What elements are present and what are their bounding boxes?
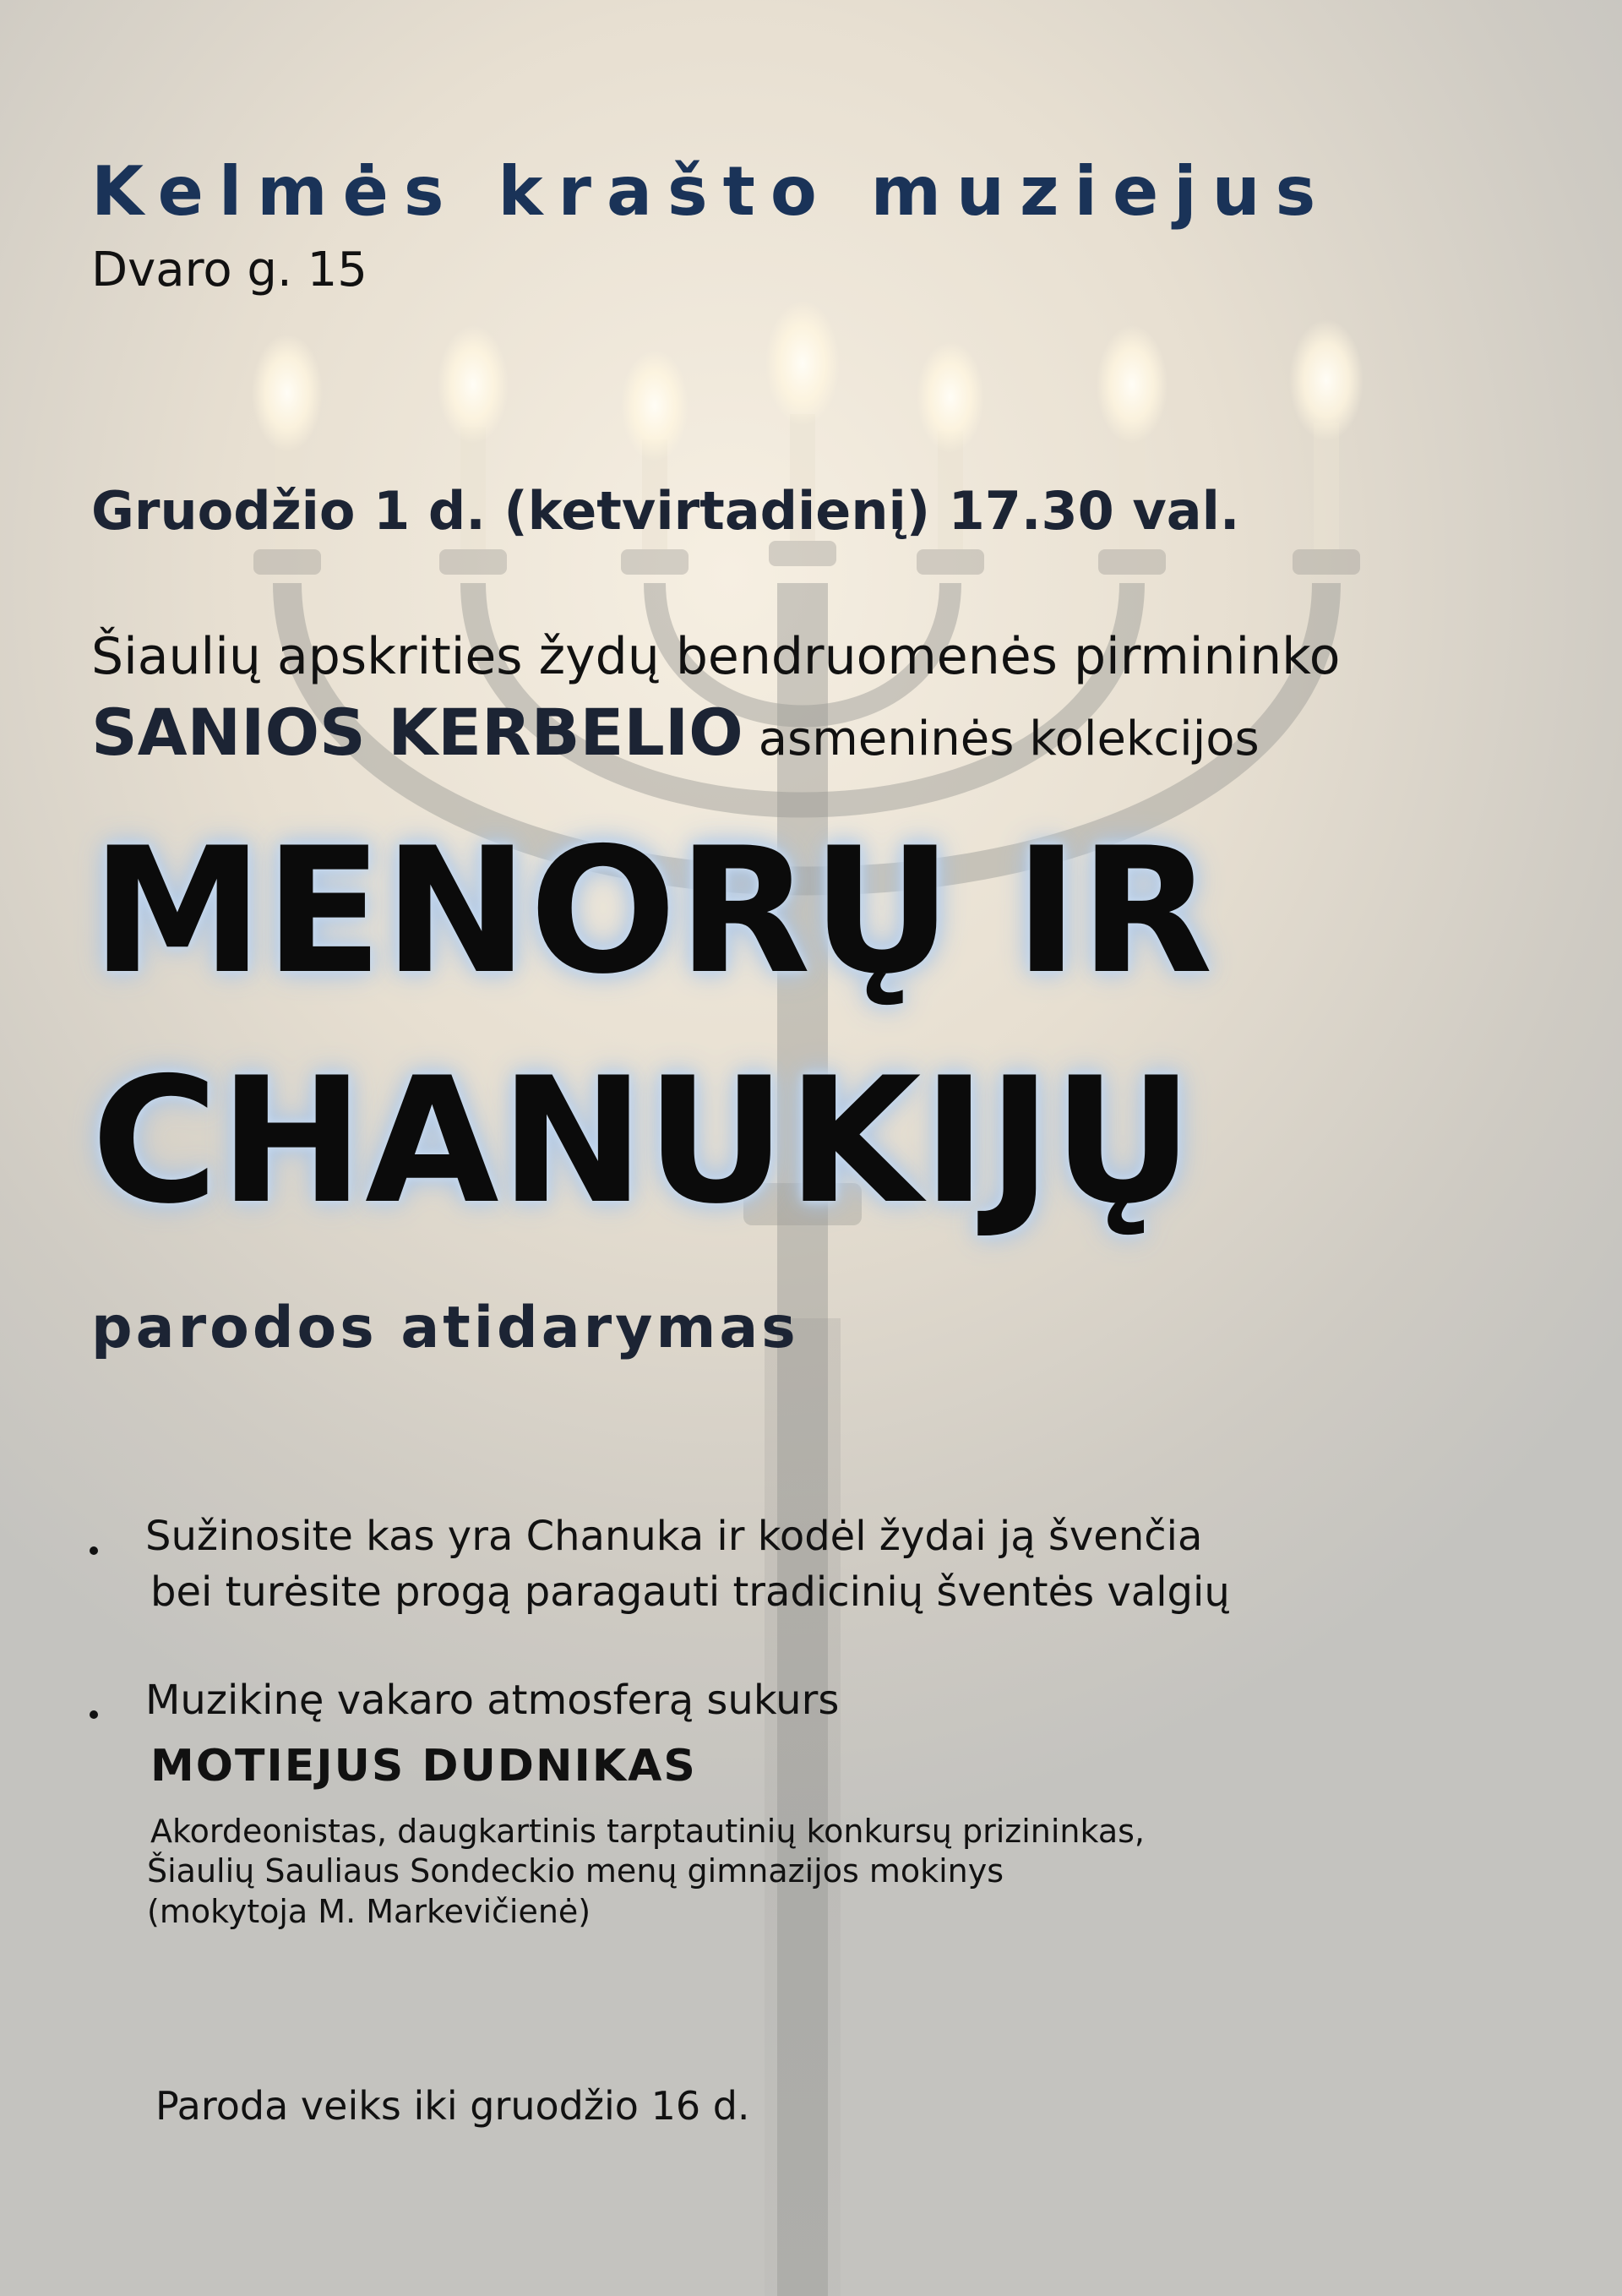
exhibition-title-line-1: MENORŲ IR: [91, 811, 1214, 1012]
museum-name: Kelmės krašto muziejus: [91, 152, 1331, 231]
bullet-icon: [90, 1546, 98, 1555]
program-item-2-line-1: Muzikinę vakaro atmosferą sukurs: [145, 1677, 840, 1724]
program-item-1-line-2: bei turėsite progą paragauti tradicinių šventės valgių: [150, 1568, 1230, 1616]
host-line: Šiaulių apskrities žydų bendruomenės pirmininko: [91, 627, 1341, 686]
performer-name: MOTIEJUS DUDNIKAS: [150, 1741, 697, 1792]
exhibition-duration: Paroda veiks iki gruodžio 16 d.: [155, 2083, 750, 2129]
collector-line: [91, 695, 1260, 770]
performer-description-1: Akordeonistas, daugkartinis tarptautinių konkursų prizininkas,: [150, 1813, 1145, 1850]
collector-name: SANIOS KERBELIO: [91, 695, 743, 770]
performer-description-3: (mokytoja M. Markevičienė): [147, 1893, 591, 1930]
program-item-1-line-1: Sužinosite kas yra Chanuka ir kodėl žydai ją švenčia: [145, 1513, 1203, 1560]
performer-description-2: Šiaulių Sauliaus Sondeckio menų gimnazijos mokinys: [147, 1852, 1004, 1890]
event-date-time: Gruodžio 1 d. (ketvirtadienį) 17.30 val.: [91, 480, 1240, 542]
museum-address: Dvaro g. 15: [91, 243, 367, 297]
bullet-icon: [90, 1710, 98, 1719]
exhibition-title-line-2: CHANUKIJŲ: [91, 1041, 1195, 1242]
exhibition-subtitle: parodos atidarymas: [91, 1295, 799, 1361]
collector-suffix: asmeninės kolekcijos: [758, 712, 1260, 766]
